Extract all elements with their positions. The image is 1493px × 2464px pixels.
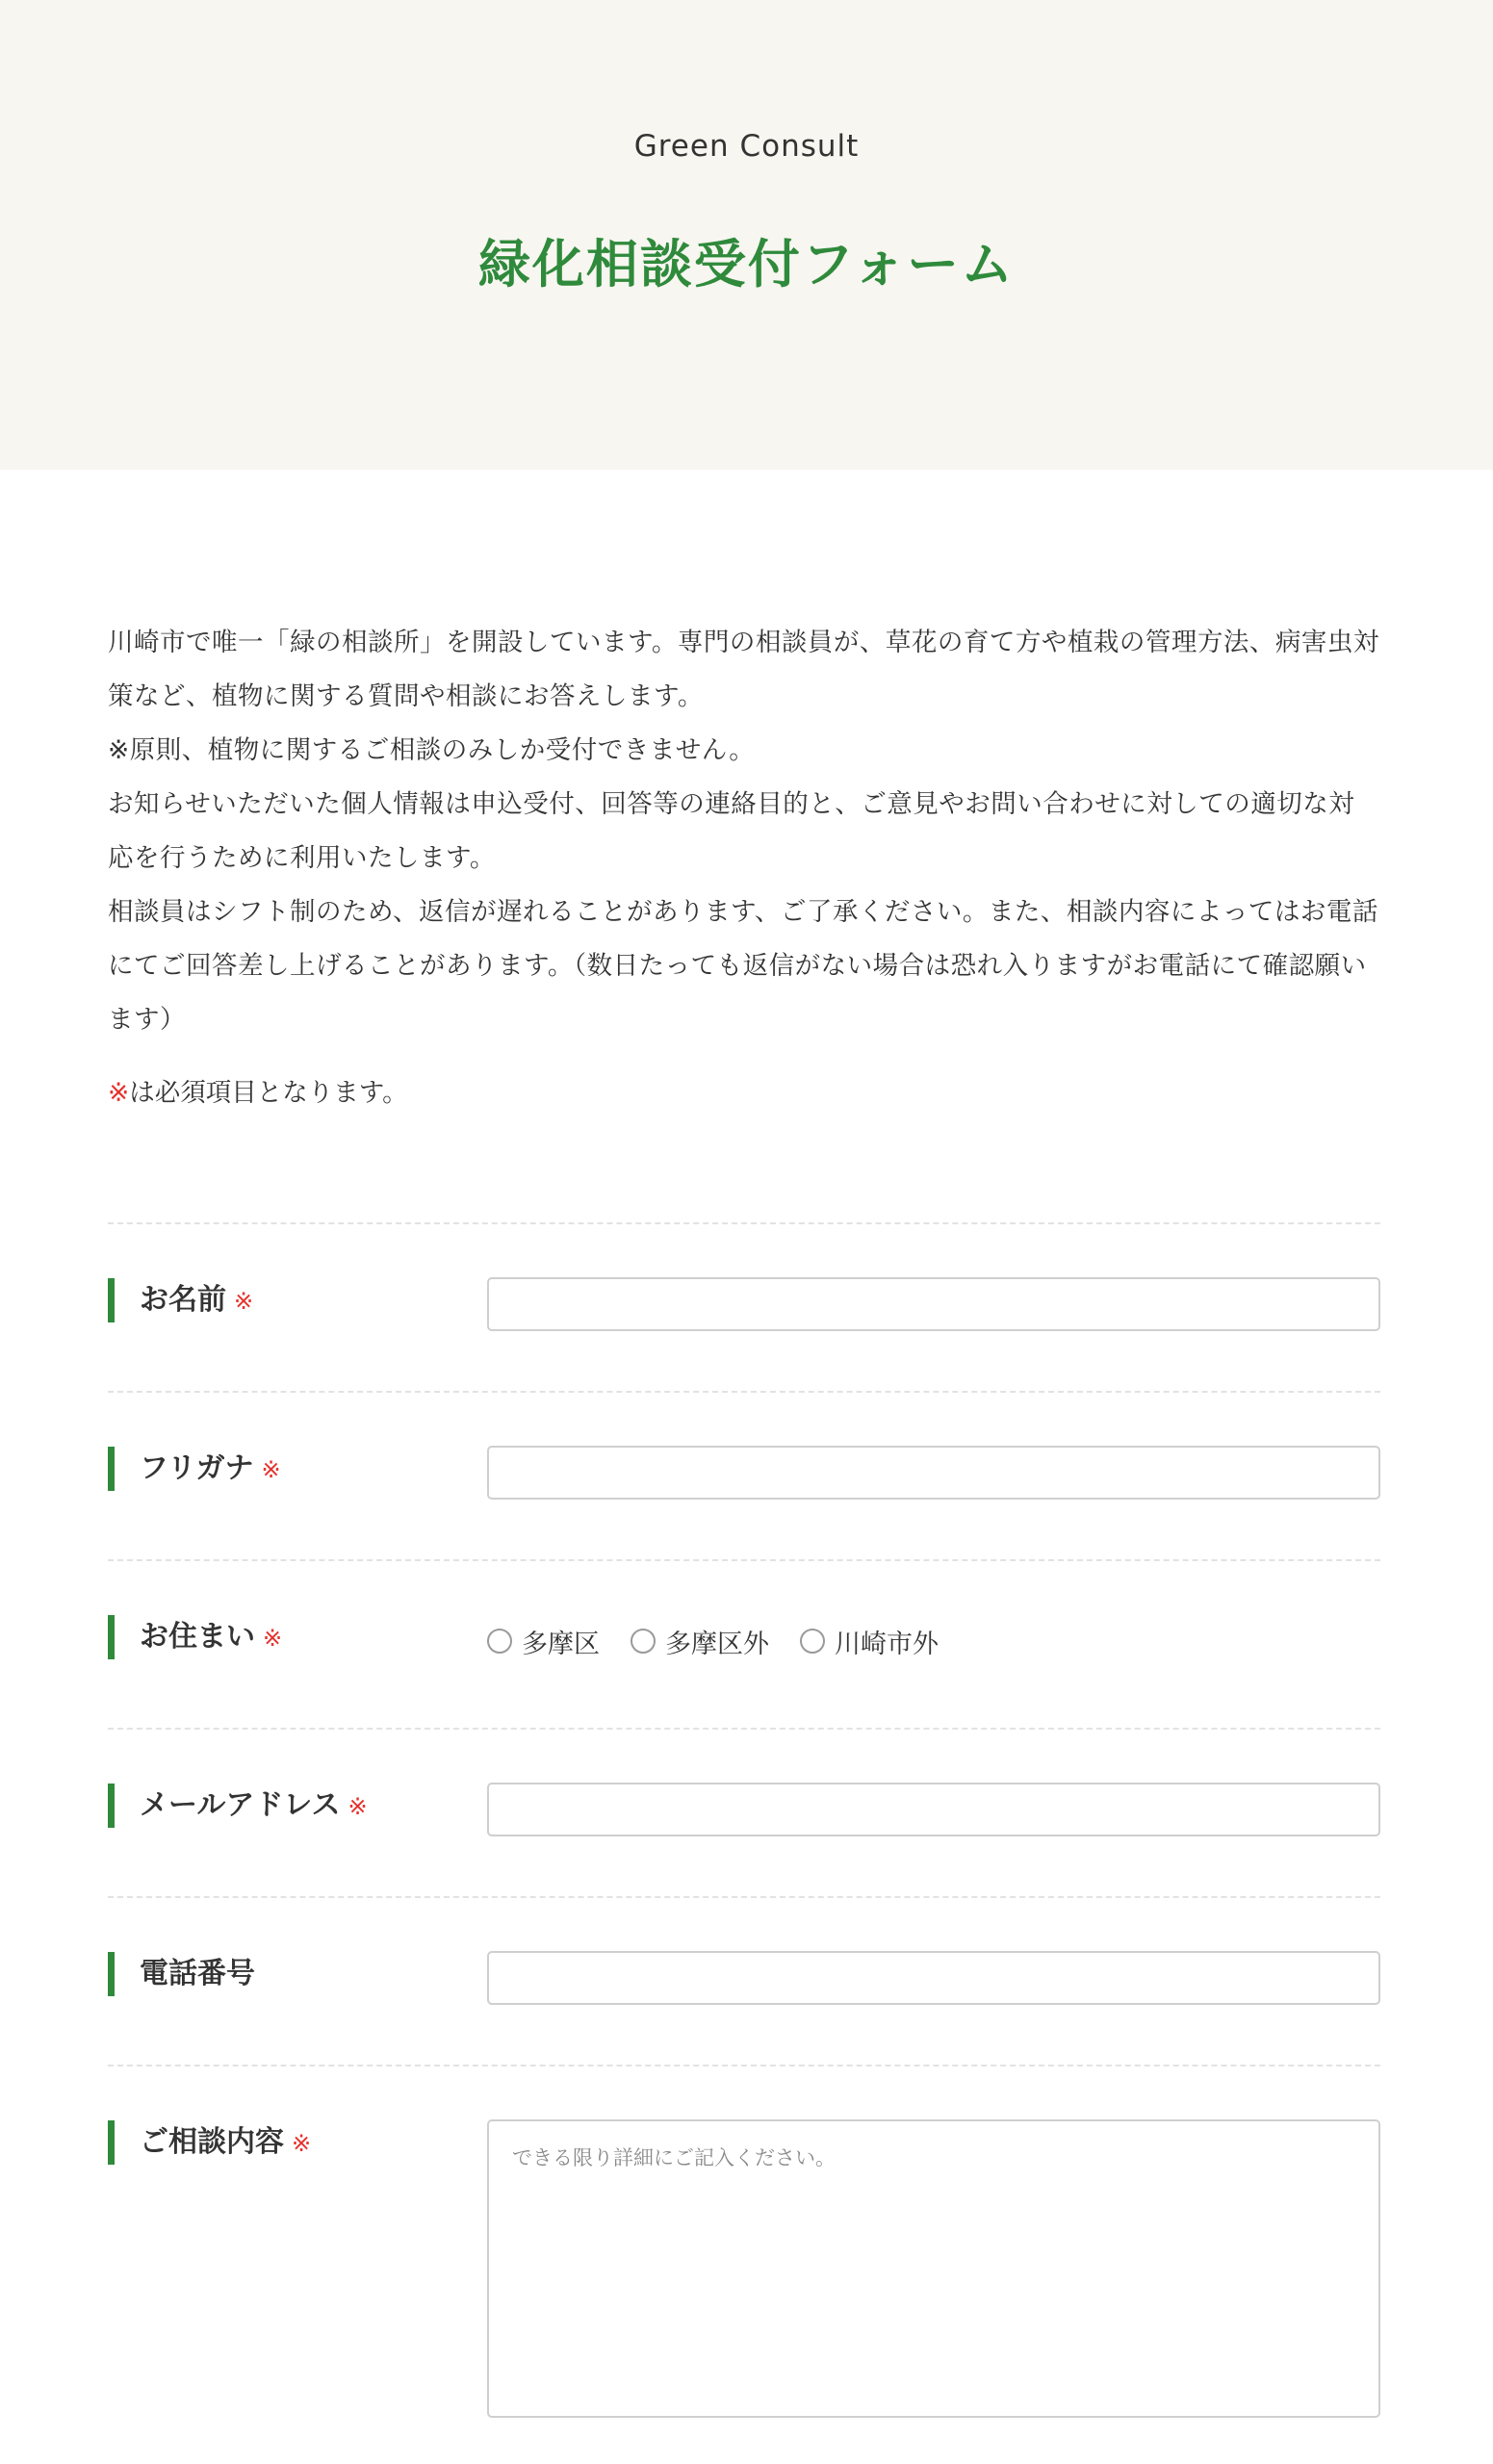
radio-button[interactable] — [800, 1629, 825, 1654]
required-mark: ※ — [292, 2130, 312, 2157]
required-note — [108, 1066, 1380, 1120]
form-row-residence — [108, 1559, 1380, 1728]
radio-option-label: 多摩区 — [522, 1629, 600, 1659]
required-mark: ※ — [261, 1456, 281, 1483]
form-row-phone — [108, 1896, 1380, 2065]
intro-paragraph: ※原則、植物に関するご相談のみしか受付できません。 — [108, 735, 756, 765]
brand-name: Green Consult — [633, 129, 860, 164]
field-label — [108, 1447, 281, 1491]
required-mark: ※ — [263, 1625, 283, 1652]
residence-radio-group — [487, 1617, 939, 1665]
name-input[interactable] — [487, 1277, 1380, 1331]
consultation-textarea[interactable] — [487, 2119, 1380, 2418]
field-label-text: ご相談内容 — [140, 2125, 284, 2159]
field-label — [108, 1784, 368, 1828]
email-input[interactable] — [487, 1783, 1380, 1836]
field-label — [108, 1615, 282, 1659]
radio-button[interactable] — [631, 1629, 656, 1654]
required-mark: ※ — [348, 1793, 368, 1820]
field-label — [108, 1278, 253, 1322]
required-mark: ※ — [108, 1078, 130, 1108]
radio-option-tama[interactable] — [487, 1623, 600, 1660]
intro-text — [108, 616, 1380, 1047]
field-label-text: フリガナ — [140, 1451, 254, 1485]
field-label-text: お住まい — [140, 1620, 255, 1654]
phone-input[interactable] — [487, 1951, 1380, 2005]
radio-option-label: 多摩区外 — [665, 1629, 769, 1659]
intro-paragraph: お知らせいただいた個人情報は申込受付、回答等の連絡目的と、ご意見やお問い合わせに対しての適切な対応を行うために利用いたします。 — [108, 789, 1355, 873]
form-row-consultation — [108, 2065, 1380, 2451]
radio-option-outside-kawasaki[interactable] — [800, 1623, 939, 1660]
field-label — [108, 1952, 255, 1996]
field-label-text: 電話番号 — [140, 1957, 255, 1990]
field-label — [108, 2120, 311, 2165]
furigana-input[interactable] — [487, 1446, 1380, 1500]
required-mark: ※ — [234, 1288, 254, 1315]
consultation-form — [108, 1222, 1380, 2451]
intro-section — [108, 616, 1380, 1120]
form-row-furigana — [108, 1391, 1380, 1559]
radio-option-outside-tama[interactable] — [631, 1623, 769, 1660]
form-row-email — [108, 1728, 1380, 1896]
field-label-text: お名前 — [140, 1283, 226, 1317]
page-title: 緑化相談受付フォーム — [477, 234, 1016, 295]
radio-button[interactable] — [487, 1629, 512, 1654]
intro-paragraph: 川崎市で唯一「緑の相談所」を開設しています。専門の相談員が、草花の育て方や植栽の管理方法、病害虫対策など、植物に関する質問や相談にお答えします。 — [108, 628, 1379, 711]
intro-paragraph: 相談員はシフト制のため、返信が遅れることがあります、ご了承ください。また、相談内容によってはお電話にてご回答差し上げることがあります。（数日たっても返信がない場合は恐れ入りますがお電話にて確認願います） — [108, 897, 1378, 1035]
form-row-name — [108, 1222, 1380, 1391]
radio-option-label: 川崎市外 — [835, 1629, 939, 1659]
field-label-text: メールアドレス — [140, 1788, 341, 1822]
required-note-text: は必須項目となります。 — [129, 1078, 408, 1108]
page-header — [0, 0, 1493, 470]
